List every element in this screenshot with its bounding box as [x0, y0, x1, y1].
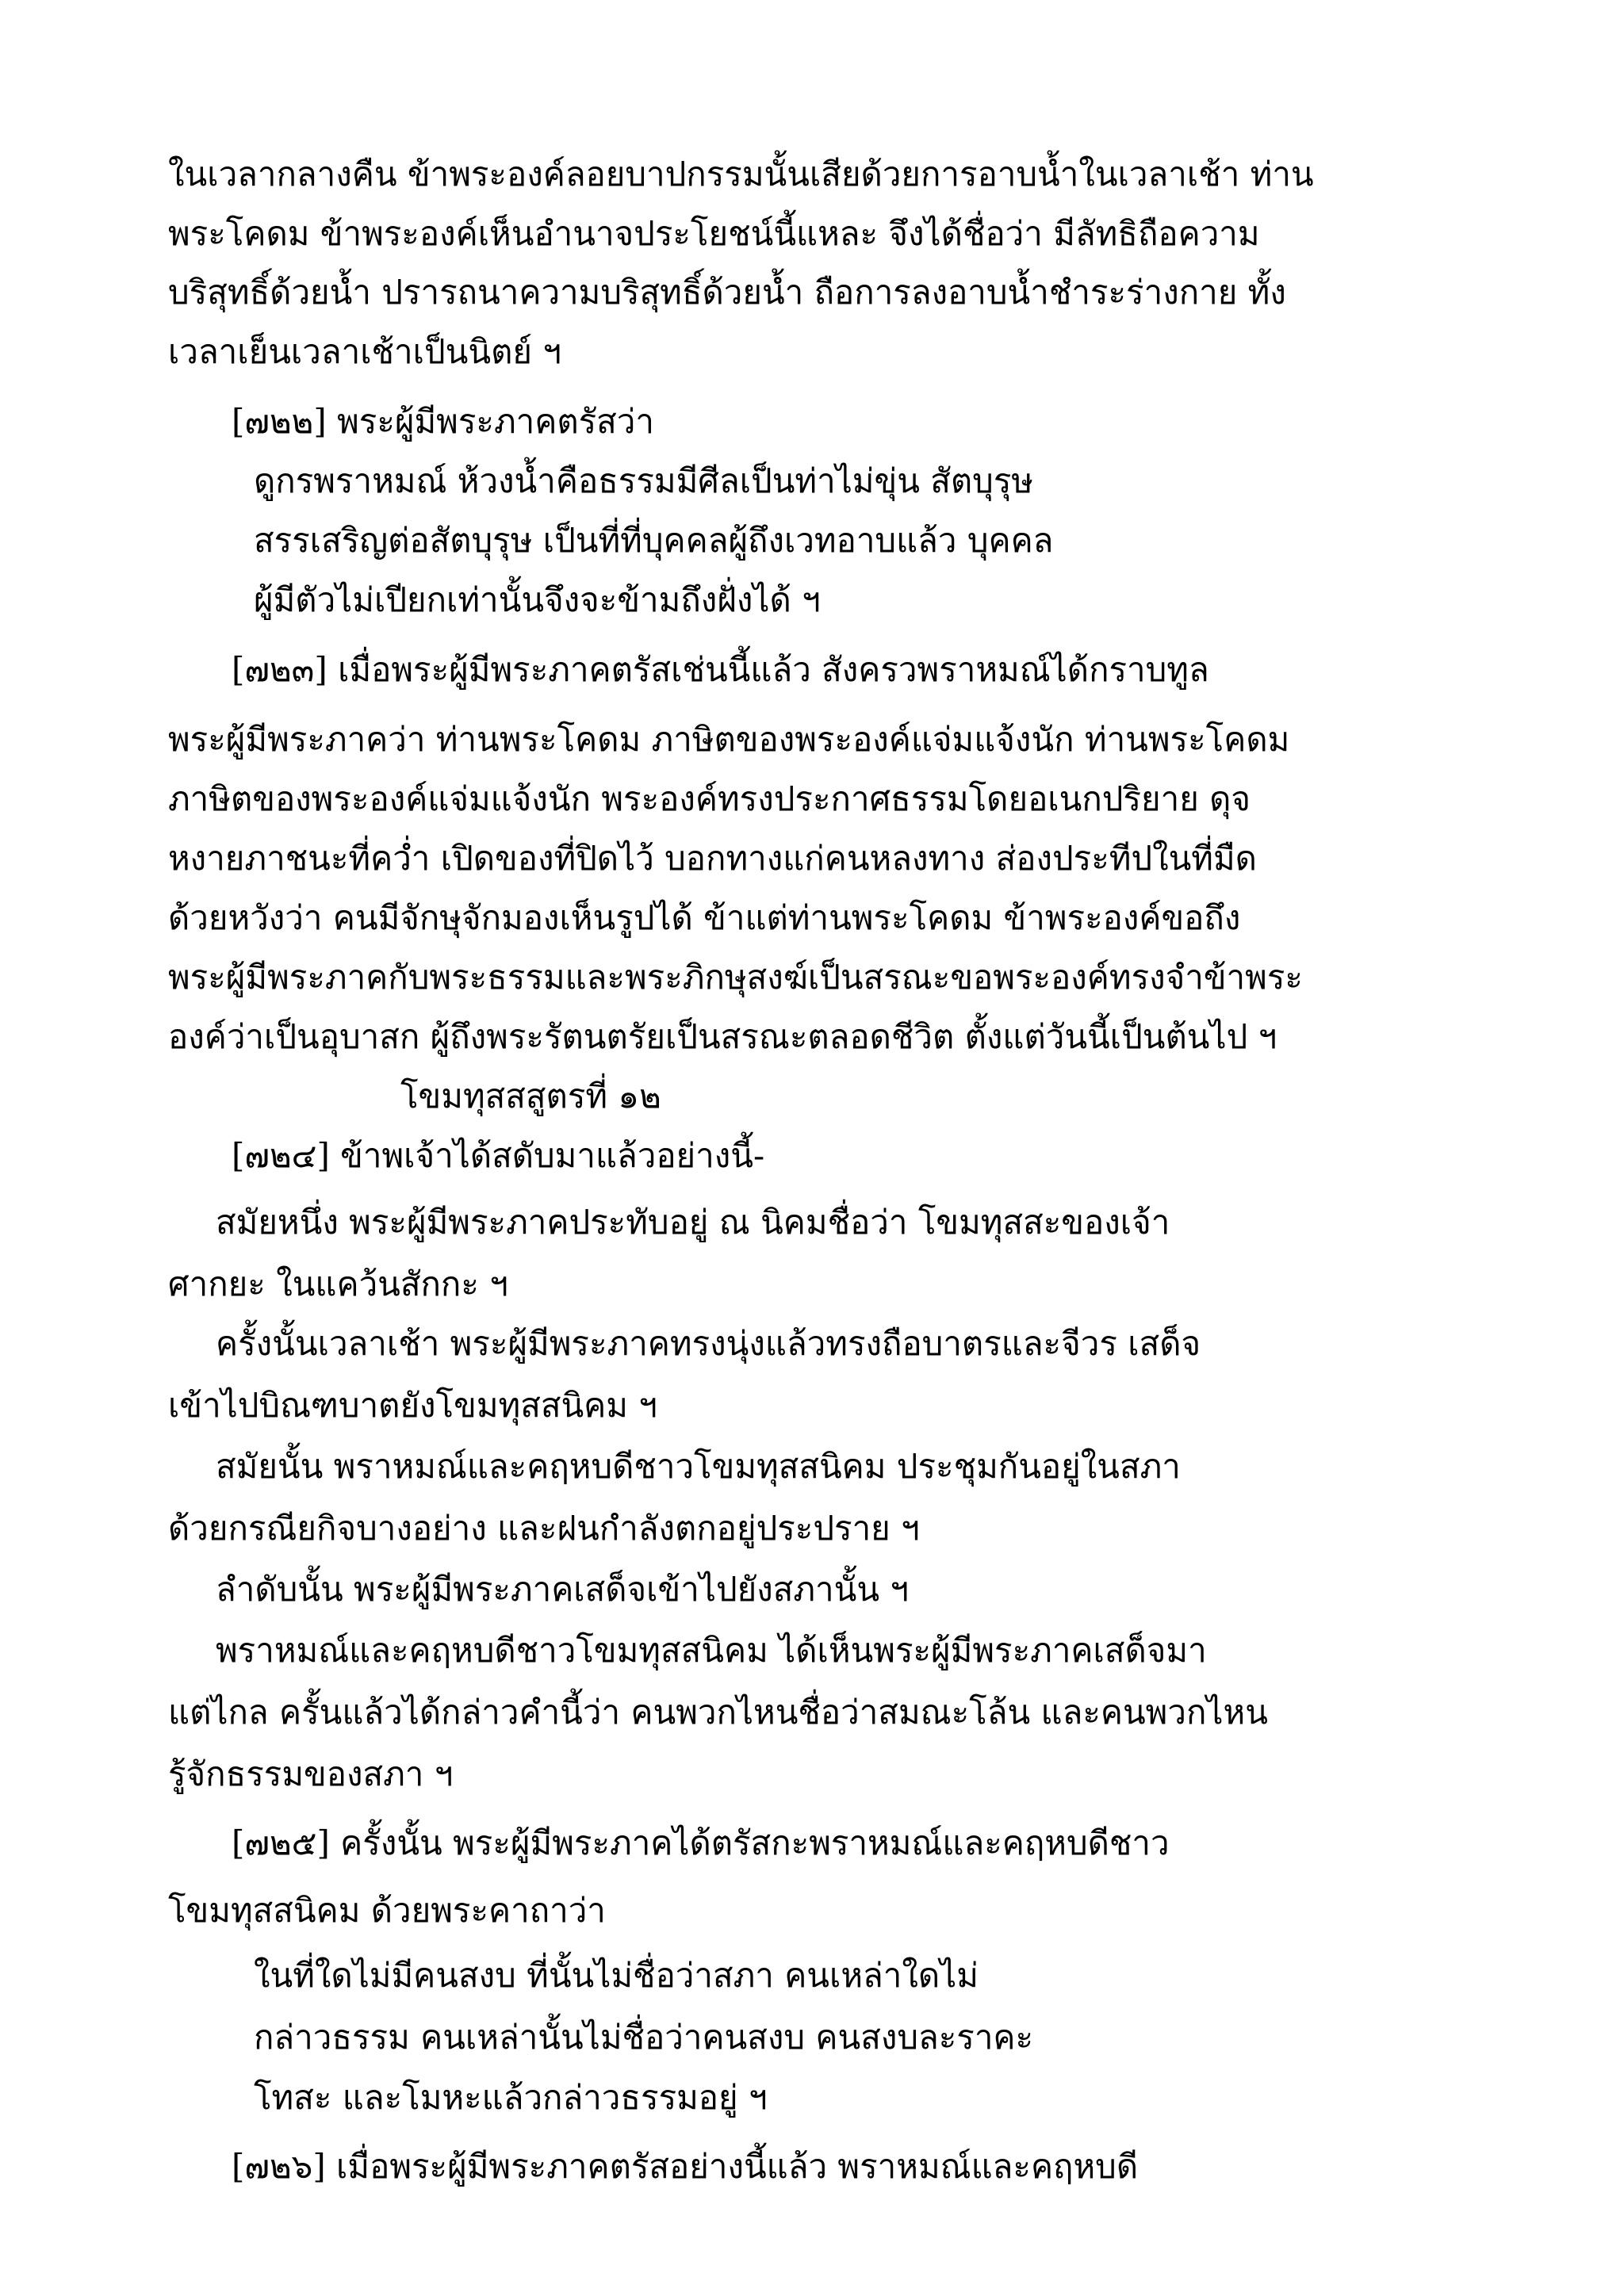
- section-number-line: [๗๒๔] ข้าพเจ้าได้สดับมาแล้วอย่างนี้-: [232, 1136, 765, 1175]
- text-line: สมัยหนึ่ง พระผู้มีพระภาคประทับอยู่ ณ นิคมชื่อว่า โขมทุสสะของเจ้า: [216, 1203, 1170, 1242]
- text-line: ด้วยกรณียกิจบางอย่าง และฝนกำลังตกอยู่ประปราย ฯ: [168, 1509, 920, 1548]
- text-line: หงายภาชนะที่คว่ำ เปิดของที่ปิดไว้ บอกทางแก่คนหลงทาง ส่องประทีปในที่มืด: [168, 839, 1257, 878]
- text-line: พราหมณ์และคฤหบดีชาวโขมทุสสนิคม ได้เห็นพระผู้มีพระภาคเสด็จมา: [216, 1631, 1207, 1670]
- sutta-title: โขมทุสสสูตรที่ ๑๒: [400, 1077, 661, 1115]
- verse-line: ในที่ใดไม่มีคนสงบ ที่นั้นไม่ชื่อว่าสภา คนเหล่าใดไม่: [254, 1956, 979, 1995]
- text-line: ด้วยหวังว่า คนมีจักษุจักมองเห็นรูปได้ ข้าแต่ท่านพระโคดม ข้าพระองค์ขอถึง: [168, 898, 1241, 937]
- verse-line: โทสะ และโมหะแล้วกล่าวธรรมอยู่ ฯ: [254, 2078, 768, 2117]
- text-line: พระโคดม ข้าพระองค์เห็นอำนาจประโยชน์นี้แหละ จึงได้ชื่อว่า มีลัทธิถือความ: [168, 214, 1260, 253]
- text-line: เวลาเย็นเวลาเช้าเป็นนิตย์ ฯ: [168, 332, 561, 371]
- section-number-line: [๗๒๓] เมื่อพระผู้มีพระภาคตรัสเช่นนี้แล้ว สังครวพราหมณ์ได้กราบทูล: [232, 650, 1209, 689]
- text-line: รู้จักธรรมของสภา ฯ: [168, 1755, 454, 1793]
- text-line: พระผู้มีพระภาคว่า ท่านพระโคดม ภาษิตของพระองค์แจ่มแจ้งนัก ท่านพระโคดม: [168, 720, 1290, 759]
- section-number-line: [๗๒๒] พระผู้มีพระภาคตรัสว่า: [232, 402, 654, 441]
- text-line: เข้าไปบิณฑบาตยังโขมทุสสนิคม ฯ: [168, 1386, 657, 1425]
- section-number-line: [๗๒๖] เมื่อพระผู้มีพระภาคตรัสอย่างนี้แล้ว พราหมณ์และคฤหบดี: [232, 2147, 1139, 2186]
- verse-line: ผู้มีตัวไม่เปียกเท่านั้นจึงจะข้ามถึงฝั่งได้ ฯ: [254, 580, 821, 619]
- text-line: ศากยะ ในแคว้นสักกะ ฯ: [168, 1265, 508, 1303]
- text-line: ครั้งนั้นเวลาเช้า พระผู้มีพระภาคทรงนุ่งแล้วทรงถือบาตรและจีวร เสด็จ: [216, 1324, 1201, 1363]
- section-number-line: [๗๒๕] ครั้งนั้น พระผู้มีพระภาคได้ตรัสกะพราหมณ์และคฤหบดีชาว: [232, 1823, 1170, 1862]
- verse-line: กล่าวธรรม คนเหล่านั้นไม่ชื่อว่าคนสงบ คนสงบละราคะ: [254, 2018, 1034, 2057]
- text-line: สมัยนั้น พราหมณ์และคฤหบดีชาวโขมทุสสนิคม ประชุมกันอยู่ในสภา: [216, 1447, 1181, 1486]
- text-line: ภาษิตของพระองค์แจ่มแจ้งนัก พระองค์ทรงประกาศธรรมโดยอเนกปริยาย ดุจ: [168, 779, 1251, 818]
- verse-line: สรรเสริญต่อสัตบุรุษ เป็นที่ที่บุคคลผู้ถึงเวทอาบแล้ว บุคคล: [254, 521, 1054, 560]
- text-line: โขมทุสสนิคม ด้วยพระคาถาว่า: [168, 1891, 606, 1930]
- text-line: องค์ว่าเป็นอุบาสก ผู้ถึงพระรัตนตรัยเป็นสรณะตลอดชีวิต ตั้งแต่วันนี้เป็นต้นไป ฯ: [168, 1017, 1277, 1056]
- text-line: ลำดับนั้น พระผู้มีพระภาคเสด็จเข้าไปยังสภานั้น ฯ: [216, 1570, 909, 1609]
- text-line: แต่ไกล ครั้นแล้วได้กล่าวคำนี้ว่า คนพวกไหนชื่อว่าสมณะโล้น และคนพวกไหน: [168, 1693, 1268, 1732]
- text-line: บริสุทธิ์ด้วยน้ำ ปรารถนาความบริสุทธิ์ด้วยน้ำ ถือการลงอาบน้ำชำระร่างกาย ทั้ง: [168, 273, 1286, 312]
- text-line: พระผู้มีพระภาคกับพระธรรมและพระภิกษุสงฆ์เป็นสรณะขอพระองค์ทรงจำข้าพระ: [168, 958, 1303, 997]
- text-line: ในเวลากลางคืน ข้าพระองค์ลอยบาปกรรมนั้นเสียด้วยการอาบน้ำในเวลาเช้า ท่าน: [168, 155, 1314, 193]
- verse-line: ดูกรพราหมณ์ ห้วงน้ำคือธรรมมีศีลเป็นท่าไม่ขุ่น สัตบุรุษ: [254, 461, 1034, 500]
